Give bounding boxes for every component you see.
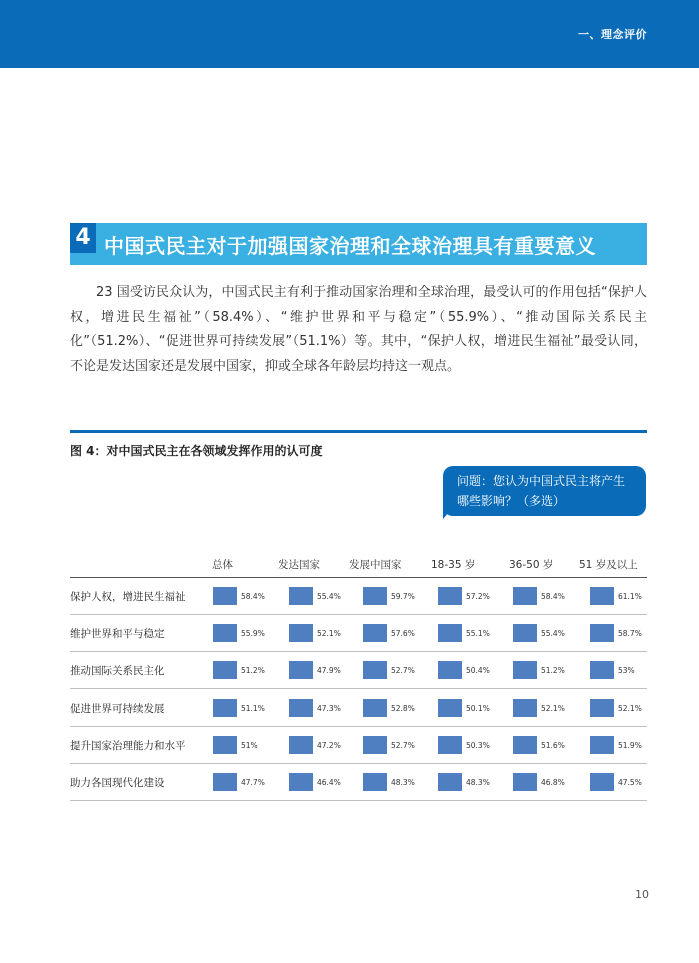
bar-mark (213, 661, 237, 679)
bar-mark (513, 736, 537, 754)
page-number: 10 (635, 888, 649, 901)
bar-value-label: 58.7% (618, 629, 642, 639)
bar-mark (289, 736, 313, 754)
bar-mark (289, 773, 313, 791)
bar-mark (438, 624, 462, 642)
row-divider (70, 763, 647, 764)
bar-mark (513, 587, 537, 605)
table-header-rule (70, 577, 647, 578)
bar-mark (590, 624, 614, 642)
bar-value-label: 51.2% (241, 666, 265, 676)
bar-mark (513, 699, 537, 717)
row-divider (70, 614, 647, 615)
bar-mark (289, 587, 313, 605)
bar-value-label: 58.4% (541, 592, 565, 601)
bar-value-label: 50.1% (466, 703, 490, 713)
bar-value-label: 46.8% (541, 778, 565, 787)
bar-mark (363, 736, 387, 754)
row-label: 助力各国现代化建设 (70, 777, 165, 789)
bar-value-label: 48.3% (466, 778, 490, 787)
bar-value-label: 55.4% (541, 629, 565, 639)
bar-mark (289, 661, 313, 679)
bar-value-label: 61.1% (618, 592, 642, 601)
row-label: 促进世界可持续发展 (70, 702, 165, 715)
bar-value-label: 52.1% (618, 703, 642, 713)
bar-value-label: 55.9% (241, 629, 265, 639)
column-header: 总体 (212, 559, 233, 571)
bar-value-label: 47.9% (317, 666, 341, 676)
bar-mark (590, 736, 614, 754)
bar-mark (513, 624, 537, 642)
bar-value-label: 51% (241, 740, 258, 750)
column-header: 51 岁及以上 (579, 559, 638, 571)
bar-value-label: 59.7% (391, 592, 415, 601)
bar-value-label: 58.4% (241, 592, 265, 601)
bar-mark (213, 624, 237, 642)
bar-value-label: 47.5% (618, 778, 642, 787)
bar-value-label: 47.7% (241, 778, 265, 787)
row-divider (70, 726, 647, 727)
bar-mark (590, 699, 614, 717)
bar-mark (513, 773, 537, 791)
column-header: 18-35 岁 (431, 559, 476, 571)
bar-mark (590, 661, 614, 679)
bar-mark (438, 773, 462, 791)
bar-value-label: 50.4% (466, 666, 490, 676)
bar-mark (289, 699, 313, 717)
bar-value-label: 51.9% (618, 740, 642, 750)
bar-value-label: 57.6% (391, 629, 415, 639)
bar-mark (213, 587, 237, 605)
row-divider (70, 800, 647, 801)
bar-mark (513, 661, 537, 679)
bar-value-label: 53% (618, 666, 635, 676)
bar-value-label: 52.7% (391, 666, 415, 676)
bar-mark (590, 773, 614, 791)
bar-mark (363, 699, 387, 717)
bar-mark (213, 736, 237, 754)
bar-mark (363, 587, 387, 605)
bar-value-label: 47.2% (317, 740, 341, 750)
row-label: 维护世界和平与稳定 (70, 628, 165, 641)
bar-value-label: 55.4% (317, 592, 341, 601)
row-label: 保护人权，增进民生福祉 (70, 591, 186, 603)
bar-mark (438, 699, 462, 717)
figure-rule (70, 430, 647, 433)
section-title: 中国式民主对于加强国家治理和全球治理具有重要意义 (104, 234, 596, 258)
column-header: 36-50 岁 (509, 559, 554, 571)
bar-mark (289, 624, 313, 642)
bar-mark (213, 699, 237, 717)
row-divider (70, 688, 647, 689)
bar-value-label: 52.1% (317, 629, 341, 639)
column-header: 发达国家 (278, 559, 320, 571)
row-divider (70, 651, 647, 652)
bar-mark (438, 736, 462, 754)
column-header: 发展中国家 (349, 559, 402, 571)
bar-value-label: 52.1% (541, 703, 565, 713)
body-paragraph: 23 国受访民众认为，中国式民主有利于推动国家治理和全球治理，最受认可的作用包括“保护人权，增进民生福祉”（58.4%）、“维护世界和平与稳定”（55.9%）、“推动国际关系民主化”（51.2%）、“促进世界可持续发展”（51.1%）等。其中，“保护人权，增进民生福祉”最受认同，不论是发达国家还是发展中国家，抑或全球各年龄层均持这一观点。 (70, 285, 647, 374)
question-bubble: 问题：您认为中国式民主将产生哪些影响？（多选） (443, 466, 646, 516)
row-label: 推动国际关系民主化 (70, 665, 165, 678)
row-label: 提升国家治理能力和水平 (70, 739, 186, 752)
bar-mark (213, 773, 237, 791)
bar-mark (590, 587, 614, 605)
bar-value-label: 48.3% (391, 778, 415, 787)
bar-value-label: 51.6% (541, 740, 565, 750)
bar-mark (363, 624, 387, 642)
bar-mark (363, 661, 387, 679)
bar-mark (438, 587, 462, 605)
section-number: 4 (70, 223, 96, 253)
bar-value-label: 50.3% (466, 740, 490, 750)
bar-value-label: 47.3% (317, 703, 341, 713)
bar-value-label: 51.2% (541, 666, 565, 676)
figure-title: 图 4：对中国式民主在各领域发挥作用的认可度 (70, 444, 323, 458)
bar-value-label: 52.7% (391, 740, 415, 750)
bar-value-label: 55.1% (466, 629, 490, 639)
section-label: 一、理念评价 (578, 28, 647, 41)
bar-value-label: 57.2% (466, 592, 490, 601)
bar-value-label: 51.1% (241, 703, 265, 713)
bar-mark (438, 661, 462, 679)
bar-value-label: 52.8% (391, 703, 415, 713)
bar-value-label: 46.4% (317, 778, 341, 787)
bar-mark (363, 773, 387, 791)
question-bubble-tail (443, 505, 455, 519)
